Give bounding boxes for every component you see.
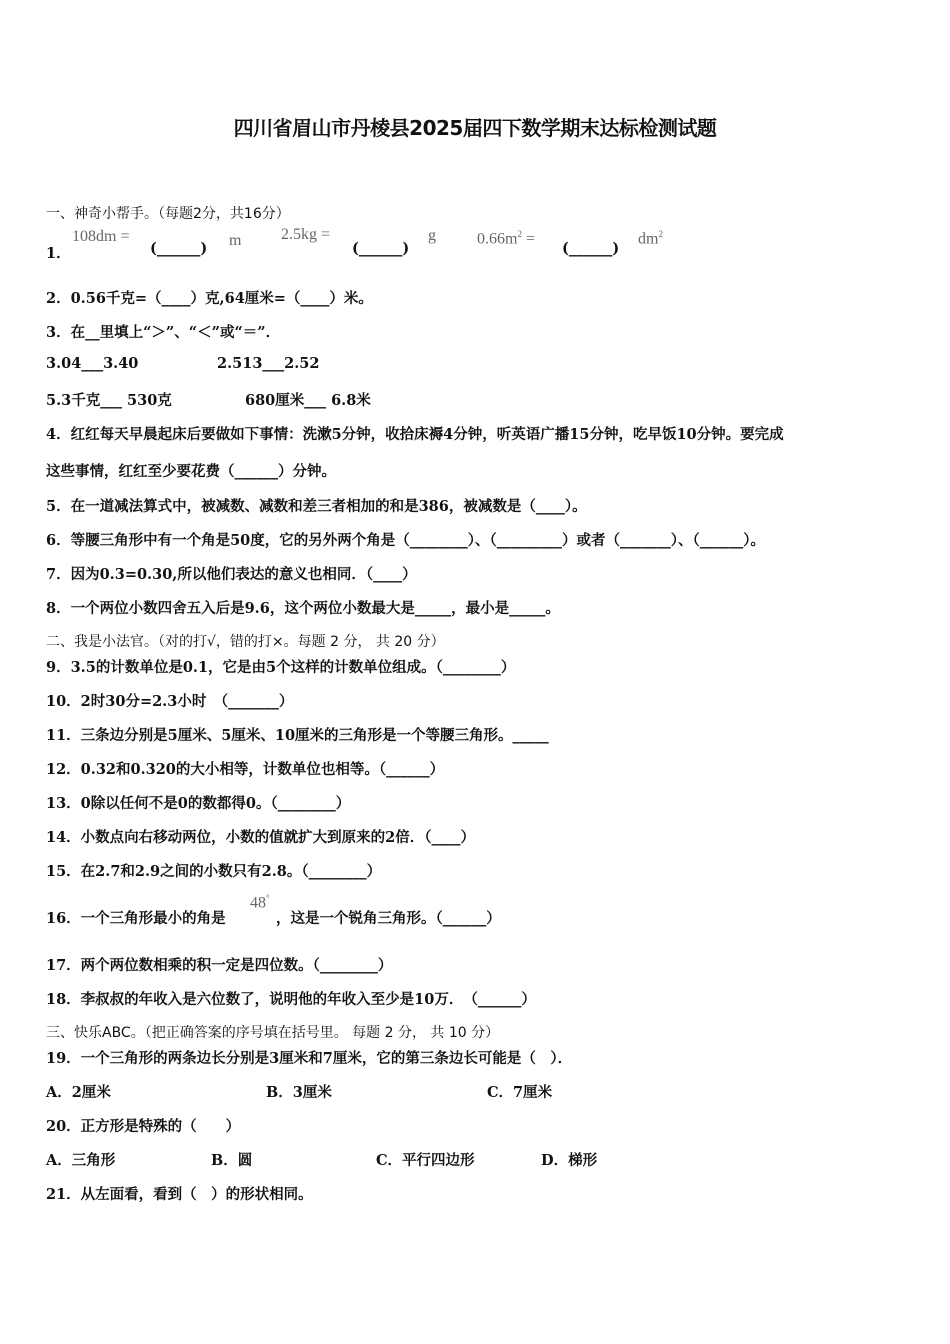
q16-degree-sign: ° <box>266 893 270 903</box>
question-5: 5．在一道减法算式中，被减数、减数和差三者相加的和是386，被减数是（____）。 <box>46 498 587 515</box>
question-17: 17．两个两位数相乘的积一定是四位数。（________） <box>46 957 393 974</box>
q1-c-unit-exponent: 2 <box>658 229 663 239</box>
question-8: 8．一个两位小数四舍五入后是9.6，这个两位小数最大是_____，最小是_____。 <box>46 600 560 617</box>
q1-c-unit <box>638 229 663 248</box>
question-21: 21．从左面看，看到（ ）的形状相同。 <box>46 1186 313 1203</box>
q1-c-unit-base: dm <box>638 230 659 248</box>
question-3: 3．在__里填上“＞”、“＜”或“＝”． <box>46 324 281 341</box>
q1-b-blank[interactable]: (______) <box>352 240 410 257</box>
q1-c-expression <box>477 229 535 248</box>
q20-option-d[interactable]: D．梯形 <box>541 1152 598 1169</box>
q20-option-c[interactable]: C．平行四边形 <box>376 1152 475 1169</box>
q1-b-expression: 2.5kg = <box>281 226 331 243</box>
question-12: 12．0.32和0.320的大小相等，计数单位也相等。（______） <box>46 761 445 778</box>
section2-heading: 二、我是小法官。（对的打√，错的打×。每题 2 分， 共 20 分） <box>46 634 445 650</box>
q19-option-c[interactable]: C．7厘米 <box>487 1084 553 1101</box>
q3-row2-a: 5.3千克___ 530克 <box>46 392 172 409</box>
q1-c-expression-exponent: 2 <box>517 229 522 239</box>
page-title: 四川省眉山市丹棱县2025届四下数学期末达标检测试题 <box>233 116 717 140</box>
q1-a-expression: 108dm = <box>72 228 130 245</box>
q3-row1-b: 2.513___2.52 <box>217 355 320 372</box>
q1-c-expression-base: 0.66m <box>477 230 518 248</box>
q1-number: 1． <box>46 245 71 262</box>
q1-a-blank[interactable]: (______) <box>150 240 208 257</box>
q20-option-a[interactable]: A．三角形 <box>46 1152 116 1169</box>
question-4-line2: 这些事情，红红至少要花费（______）分钟。 <box>46 463 336 480</box>
q16-angle <box>250 893 270 912</box>
q16-angle-value: 48 <box>250 894 266 912</box>
q16-prefix: 16．一个三角形最小的角是 <box>46 910 226 927</box>
q1-a-unit: m <box>229 232 242 249</box>
q20-option-b[interactable]: B．圆 <box>211 1152 253 1169</box>
section1-heading: 一、神奇小帮手。（每题2分，共16分） <box>46 206 290 222</box>
section3-heading: 三、快乐ABC。（把正确答案的序号填在括号里。 每题 2 分， 共 10 分） <box>46 1025 500 1041</box>
question-18: 18．李叔叔的年收入是六位数了，说明他的年收入至少是10万． （______） <box>46 991 536 1008</box>
question-10: 10．2时30分=2.3小时 （_______） <box>46 693 294 710</box>
q19-option-b[interactable]: B．3厘米 <box>266 1084 332 1101</box>
q3-row2-b: 680厘米___ 6.8米 <box>245 392 371 409</box>
question-6: 6．等腰三角形中有一个角是50度，它的另外两个角是（________）、（_________）或者（_______）、（______）。 <box>46 532 766 549</box>
question-14: 14．小数点向右移动两位，小数的值就扩大到原来的2倍．（____） <box>46 829 476 846</box>
question-11: 11．三条边分别是5厘米、5厘米、10厘米的三角形是一个等腰三角形。_____ <box>46 727 549 744</box>
q3-row1-a: 3.04___3.40 <box>46 355 139 372</box>
question-7: 7．因为0.3=0.30,所以他们表达的意义也相同．（____） <box>46 566 417 583</box>
q1-b-unit: g <box>428 227 436 244</box>
question-13: 13．0除以任何不是0的数都得0。（________） <box>46 795 351 812</box>
question-19: 19．一个三角形的两条边长分别是3厘米和7厘米，它的第三条边长可能是（ ）． <box>46 1050 573 1067</box>
q1-c-blank[interactable]: (______) <box>562 240 620 257</box>
question-4-line1: 4．红红每天早晨起床后要做如下事情：洗漱5分钟，收拾床褥4分钟，听英语广播15分钟，吃早饭10分钟。要完成 <box>46 426 784 443</box>
question-20: 20．正方形是特殊的（ ） <box>46 1118 241 1135</box>
q1-c-expression-equals: = <box>521 230 535 248</box>
q16-suffix: ，这是一个锐角三角形。（______） <box>276 910 501 927</box>
question-15: 15．在2.7和2.9之间的小数只有2.8。（________） <box>46 863 382 880</box>
question-2: 2．0.56千克=（____）克,64厘米=（____）米。 <box>46 290 373 307</box>
q19-option-a[interactable]: A．2厘米 <box>46 1084 111 1101</box>
question-9: 9．3.5的计数单位是0.1，它是由5个这样的计数单位组成。（________） <box>46 659 516 676</box>
